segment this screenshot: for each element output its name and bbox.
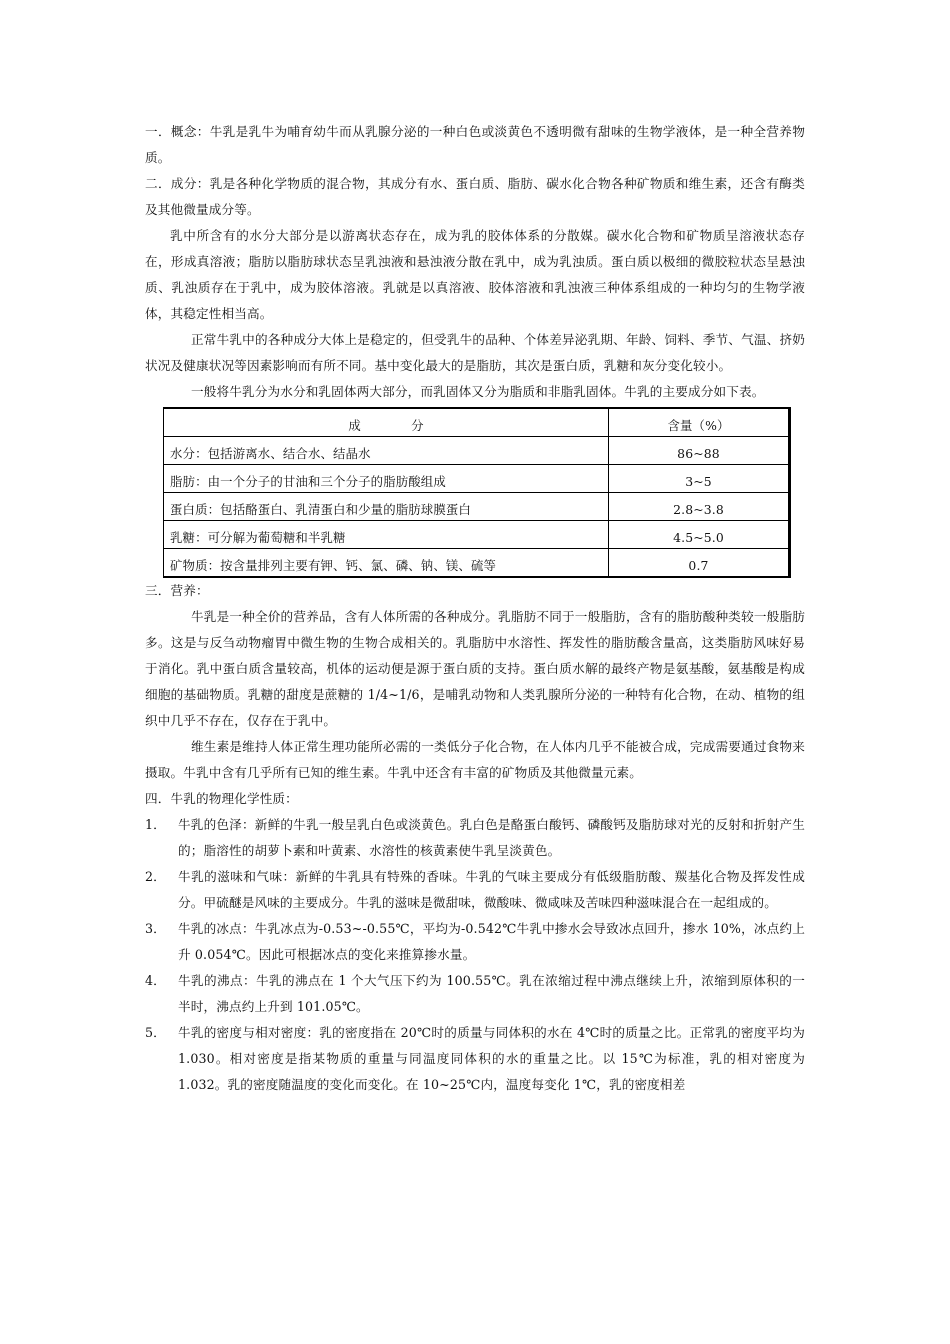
section-2-paragraph-stability: 正常牛乳中的各种成分大体上是稳定的，但受乳牛的品种、个体差异泌乳期、年龄、饲料、季节、气温、挤奶状况及健康状况等因素影响而有所不同。基中变化最大的是脂肪，其次是蛋白质，乳糖和灰分变化较小。 [145,332,805,373]
list-item-number: 5． [145,1025,166,1040]
section-2-heading: 二．成分：乳是各种化学物质的混合物，其成分有水、蛋白质、脂肪、碳水化合物各种矿物质和维生素，还含有酶类及其他微量成分等。 [145,176,805,217]
list-item [145,812,805,864]
list-item-text: 牛乳的沸点：牛乳的沸点在 1 个大气压下约为 100.55℃。乳在浓缩过程中沸点继续上升，浓缩到原体积的一半时，沸点约上升到 101.05℃。 [178,973,805,1014]
table-cell-content: 86~88 [609,437,790,465]
table-row [164,437,790,465]
composition-table-wrapper [163,407,793,578]
table-cell-component: 脂肪：由一个分子的甘油和三个分子的脂肪酸组成 [164,465,609,493]
table-header-component: 成 分 [164,408,609,437]
list-item-number: 1． [145,817,166,832]
section-2-paragraph-table-intro: 一般将牛乳分为水分和乳固体两大部分，而乳固体又分为脂质和非脂乳固体。牛乳的主要成分如下表。 [191,384,765,399]
table-row [164,465,790,493]
composition-table [163,407,791,578]
list-item [145,1020,805,1098]
list-item-text: 牛乳的密度与相对密度：乳的密度指在 20℃时的质量与同体积的水在 4℃时的质量之比。正常乳的密度平均为 1.030。相对密度是指某物质的重量与同温度同体积的水的重量之比。以 15℃为标准，乳的相对密度为 1.032。乳的密度随温度的变化而变化。在 10~25℃内，温度每变化 1℃，乳的密度相差 [178,1025,805,1092]
list-item [145,916,805,968]
table-cell-component: 矿物质：按含量排列主要有钾、钙、氯、磷、钠、镁、硫等 [164,549,609,578]
table-cell-component: 蛋白质：包括酪蛋白、乳清蛋白和少量的脂肪球膜蛋白 [164,493,609,521]
table-cell-component: 水分：包括游离水、结合水、结晶水 [164,437,609,465]
table-cell-content: 2.8~3.8 [609,493,790,521]
list-item-text: 牛乳的冰点：牛乳冰点为-0.53~-0.55℃，平均为-0.542℃牛乳中掺水会导致冰点回升，掺水 10%，冰点约上升 0.054℃。因此可根据冰点的变化来推算掺水量。 [178,921,805,962]
list-item-text: 牛乳的滋味和气味：新鲜的牛乳具有特殊的香味。牛乳的气味主要成分有低级脂肪酸、羰基化合物及挥发性成分。甲硫醚是风味的主要成分。牛乳的滋味是微甜味，微酸味、微咸味及苦味四种滋味混合在一起组成的。 [178,869,805,910]
section-1-concept: 一．概念：牛乳是乳牛为哺育幼牛而从乳腺分泌的一种白色或淡黄色不透明微有甜味的生物学液体，是一种全营养物质。 [145,124,805,165]
list-item [145,864,805,916]
list-item-number: 4． [145,973,166,988]
table-row [164,493,790,521]
section-3-paragraph-vitamins: 维生素是维持人体正常生理功能所必需的一类低分子化合物，在人体内几乎不能被合成，完成需要通过食物来摄取。牛乳中含有几乎所有已知的维生素。牛乳中还含有丰富的矿物质及其他微量元素。 [145,739,805,780]
table-cell-component: 乳糖：可分解为葡萄糖和半乳糖 [164,521,609,549]
document-body [145,119,805,1098]
table-cell-content: 4.5~5.0 [609,521,790,549]
list-item-text: 牛乳的色泽：新鲜的牛乳一般呈乳白色或淡黄色。乳白色是酪蛋白酸钙、磷酸钙及脂肪球对光的反射和折射产生的；脂溶性的胡萝卜素和叶黄素、水溶性的核黄素使牛乳呈淡黄色。 [178,817,805,858]
list-item-number: 3． [145,921,166,936]
list-item [145,968,805,1020]
table-row [164,521,790,549]
table-cell-content: 3~5 [609,465,790,493]
table-header-content: 含量（%） [609,408,790,437]
table-row [164,549,790,578]
properties-list [145,812,805,1098]
section-2-paragraph-water: 乳中所含有的水分大部分是以游离状态存在，成为乳的胶体体系的分散媒。碳水化合物和矿物质呈溶液状态存在，形成真溶液；脂肪以脂肪球状态呈乳浊液和悬浊液分散在乳中，成为乳浊质。蛋白质以极细的微胶粒状态呈悬浊质、乳浊质存在于乳中，成为胶体溶液。乳就是以真溶液、胶体溶液和乳浊液三种体系组成的一种均匀的生物学液体，其稳定性相当高。 [145,228,805,321]
list-item-number: 2． [145,869,166,884]
table-cell-content: 0.7 [609,549,790,578]
section-3-paragraph-nutrition: 牛乳是一种全价的营养品，含有人体所需的各种成分。乳脂肪不同于一般脂肪，含有的脂肪酸种类较一般脂肪多。这是与反刍动物瘤胃中微生物的生物合成相关的。乳脂肪中水溶性、挥发性的脂肪酸含量高，这类脂肪风味好易于消化。乳中蛋白质含量较高，机体的运动便是源于蛋白质的支持。蛋白质水解的最终产物是氨基酸，氨基酸是构成细胞的基础物质。乳糖的甜度是蔗糖的 1/4~1/6，是哺乳动物和人类乳腺所分泌的一种特有化合物，在动、植物的组织中几乎不存在，仅存在于乳中。 [145,609,805,728]
table-header-row [164,408,790,437]
section-3-heading: 三．营养： [145,583,209,598]
section-4-heading: 四．牛乳的物理化学性质： [145,791,298,806]
